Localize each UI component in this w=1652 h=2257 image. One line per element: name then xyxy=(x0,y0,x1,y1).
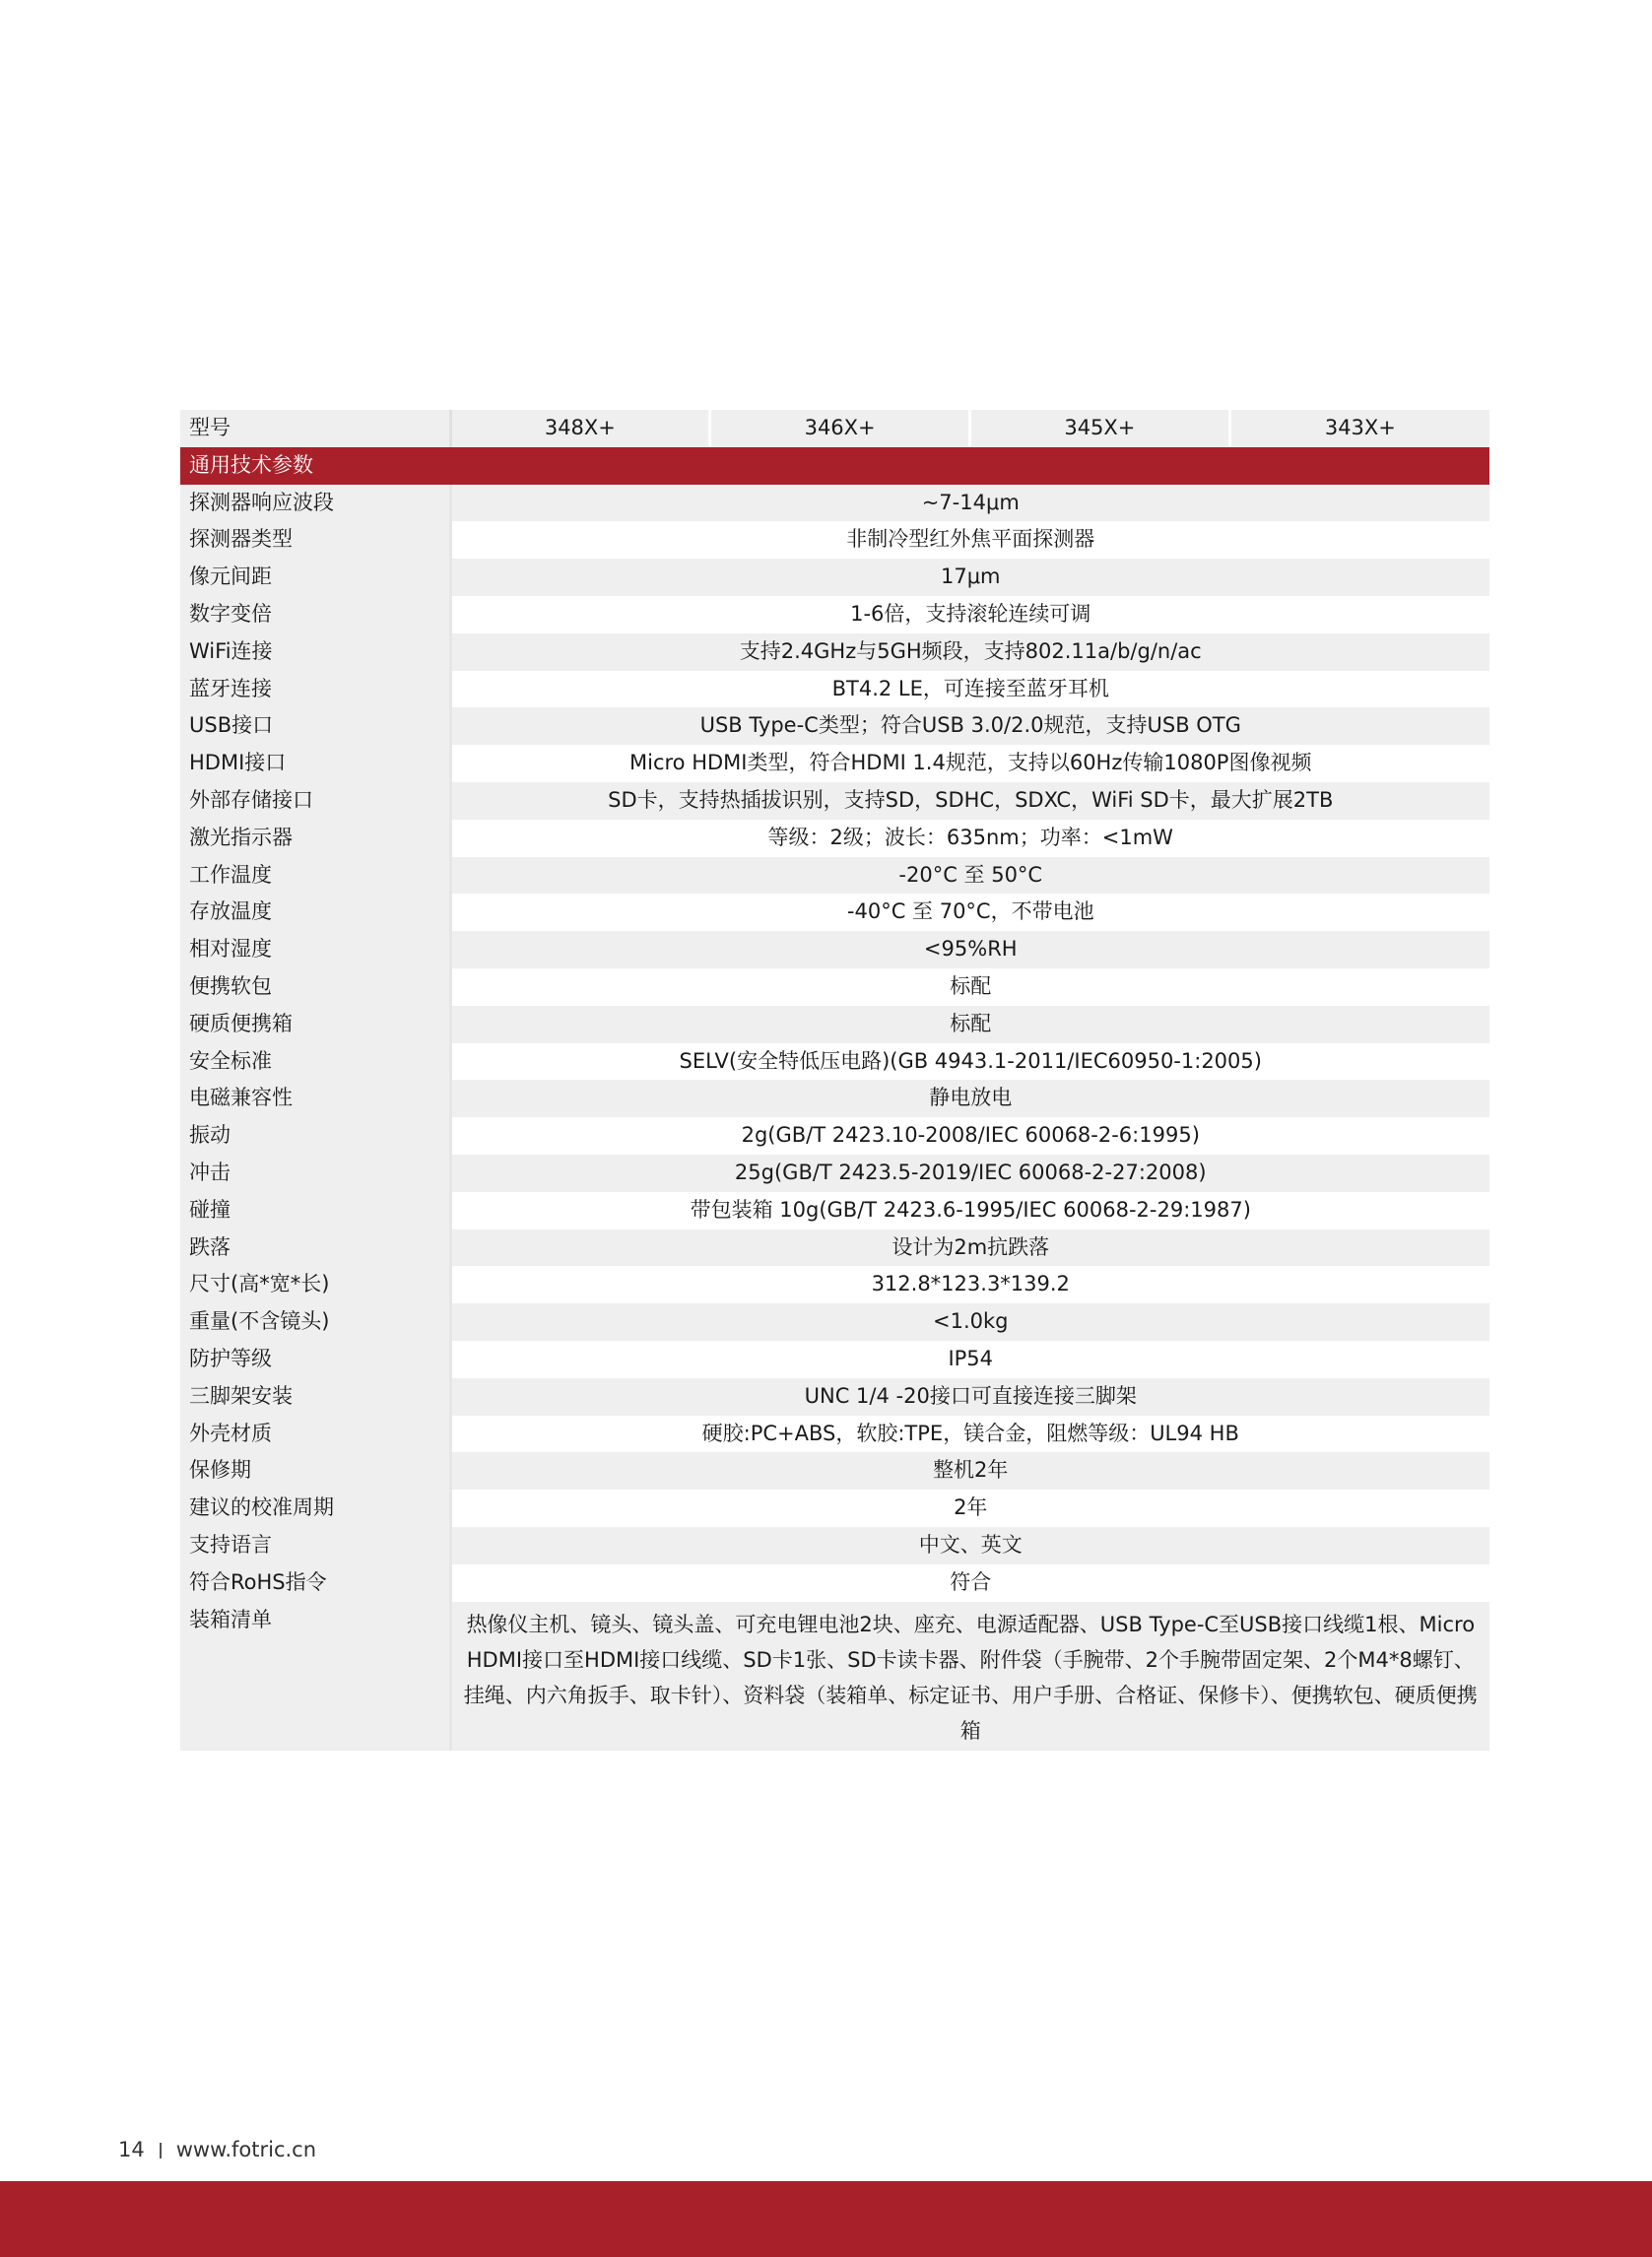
spec-value: -20°C 至 50°C xyxy=(450,857,1489,895)
spec-label: 冲击 xyxy=(180,1155,450,1192)
spec-value: IP54 xyxy=(450,1341,1489,1378)
spec-row xyxy=(180,1006,1489,1043)
spec-value: 标配 xyxy=(450,1006,1489,1043)
model-346x: 346X+ xyxy=(710,410,970,447)
spec-row xyxy=(180,782,1489,820)
model-343x: 343X+ xyxy=(1229,410,1489,447)
spec-label: 装箱清单 xyxy=(180,1602,450,1751)
spec-value: 非制冷型红外焦平面探测器 xyxy=(450,521,1489,559)
model-header-row xyxy=(180,410,1489,447)
spec-label: 外壳材质 xyxy=(180,1416,450,1453)
spec-value: 整机2年 xyxy=(450,1452,1489,1490)
spec-row xyxy=(180,1266,1489,1303)
spec-label: 数字变倍 xyxy=(180,596,450,633)
spec-row xyxy=(180,671,1489,708)
spec-label: 蓝牙连接 xyxy=(180,671,450,708)
spec-value: <1.0kg xyxy=(450,1303,1489,1341)
spec-row xyxy=(180,968,1489,1006)
spec-table xyxy=(180,410,1489,1751)
spec-value: 硬胶:PC+ABS，软胶:TPE，镁合金，阻燃等级：UL94 HB xyxy=(450,1416,1489,1453)
spec-row xyxy=(180,1192,1489,1229)
spec-value: 2g(GB/T 2423.10-2008/IEC 60068-2-6:1995) xyxy=(450,1117,1489,1155)
spec-row xyxy=(180,1117,1489,1155)
spec-label: 硬质便携箱 xyxy=(180,1006,450,1043)
spec-row xyxy=(180,633,1489,671)
spec-value: Micro HDMI类型，符合HDMI 1.4规范，支持以60Hz传输1080P图像视频 xyxy=(450,745,1489,782)
spec-label: 探测器类型 xyxy=(180,521,450,559)
spec-value: 符合 xyxy=(450,1564,1489,1602)
spec-row xyxy=(180,1155,1489,1192)
spec-row xyxy=(180,707,1489,745)
spec-label: 防护等级 xyxy=(180,1341,450,1378)
spec-row xyxy=(180,820,1489,857)
spec-row xyxy=(180,894,1489,931)
spec-row xyxy=(180,1490,1489,1527)
spec-value: SELV(安全特低压电路)(GB 4943.1-2011/IEC60950-1:2005) xyxy=(450,1043,1489,1081)
spec-value: 标配 xyxy=(450,968,1489,1006)
spec-label: 激光指示器 xyxy=(180,820,450,857)
spec-value: 热像仪主机、镜头、镜头盖、可充电锂电池2块、座充、电源适配器、USB Type-C至USB接口线缆1根、Micro HDMI接口至HDMI接口线缆、SD卡1张、SD卡读卡器、附件袋（手腕带、2个手腕带固定架、2个M4*8螺钉、挂绳、内六角扳手、取卡针）、资料袋（装箱单、标定证书、用户手册、合格证、保修卡）、便携软包、硬质便携箱 xyxy=(450,1602,1489,1751)
section-title: 通用技术参数 xyxy=(180,447,1489,485)
spec-label: 安全标准 xyxy=(180,1043,450,1081)
spec-label: 像元间距 xyxy=(180,559,450,596)
spec-value: 1-6倍，支持滚轮连续可调 xyxy=(450,596,1489,633)
spec-row xyxy=(180,1080,1489,1117)
model-345x: 345X+ xyxy=(970,410,1230,447)
spec-label: 符合RoHS指令 xyxy=(180,1564,450,1602)
spec-label: 重量(不含镜头) xyxy=(180,1303,450,1341)
spec-value: 2年 xyxy=(450,1490,1489,1527)
spec-row xyxy=(180,1229,1489,1267)
model-348x: 348X+ xyxy=(450,410,710,447)
spec-row xyxy=(180,857,1489,895)
spec-value: 等级：2级；波长：635nm；功率：<1mW xyxy=(450,820,1489,857)
spec-value: 静电放电 xyxy=(450,1080,1489,1117)
spec-label: 尺寸(高*宽*长) xyxy=(180,1266,450,1303)
spec-value: BT4.2 LE，可连接至蓝牙耳机 xyxy=(450,671,1489,708)
spec-label: 振动 xyxy=(180,1117,450,1155)
spec-row xyxy=(180,1452,1489,1490)
spec-value: -40°C 至 70°C，不带电池 xyxy=(450,894,1489,931)
model-header-label: 型号 xyxy=(180,410,450,447)
spec-value: 支持2.4GHz与5GH频段，支持802.11a/b/g/n/ac xyxy=(450,633,1489,671)
footer-accent-bar xyxy=(0,2181,1652,2257)
spec-label: HDMI接口 xyxy=(180,745,450,782)
spec-row xyxy=(180,596,1489,633)
spec-value: UNC 1/4 -20接口可直接连接三脚架 xyxy=(450,1378,1489,1416)
footer-divider xyxy=(160,2143,162,2158)
spec-label: 碰撞 xyxy=(180,1192,450,1229)
spec-label: 保修期 xyxy=(180,1452,450,1490)
spec-label: 三脚架安装 xyxy=(180,1378,450,1416)
spec-row xyxy=(180,1341,1489,1378)
section-header-row xyxy=(180,447,1489,485)
spec-row xyxy=(180,1303,1489,1341)
spec-value: ~7-14μm xyxy=(450,485,1489,522)
spec-row xyxy=(180,1043,1489,1081)
spec-row xyxy=(180,1564,1489,1602)
spec-label: WiFi连接 xyxy=(180,633,450,671)
spec-row xyxy=(180,559,1489,596)
page-number: 14 xyxy=(118,2138,145,2161)
spec-value: <95%RH xyxy=(450,931,1489,968)
spec-value: 带包装箱 10g(GB/T 2423.6-1995/IEC 60068-2-29:1987) xyxy=(450,1192,1489,1229)
spec-label: 相对湿度 xyxy=(180,931,450,968)
spec-value: SD卡，支持热插拔识别，支持SD，SDHC，SDXC，WiFi SD卡，最大扩展2TB xyxy=(450,782,1489,820)
spec-label: 建议的校准周期 xyxy=(180,1490,450,1527)
spec-row xyxy=(180,521,1489,559)
spec-label: 外部存储接口 xyxy=(180,782,450,820)
spec-value: USB Type-C类型；符合USB 3.0/2.0规范，支持USB OTG xyxy=(450,707,1489,745)
spec-label: 便携软包 xyxy=(180,968,450,1006)
spec-row xyxy=(180,485,1489,522)
website-link[interactable]: www.fotric.cn xyxy=(175,2138,317,2161)
spec-row xyxy=(180,1602,1489,1751)
spec-row xyxy=(180,745,1489,782)
spec-label: 探测器响应波段 xyxy=(180,485,450,522)
spec-label: 存放温度 xyxy=(180,894,450,931)
spec-row xyxy=(180,1378,1489,1416)
spec-value: 25g(GB/T 2423.5-2019/IEC 60068-2-27:2008) xyxy=(450,1155,1489,1192)
spec-value: 设计为2m抗跌落 xyxy=(450,1229,1489,1267)
spec-value: 312.8*123.3*139.2 xyxy=(450,1266,1489,1303)
spec-row xyxy=(180,1416,1489,1453)
spec-value: 中文、英文 xyxy=(450,1527,1489,1564)
spec-label: 电磁兼容性 xyxy=(180,1080,450,1117)
spec-value: 17μm xyxy=(450,559,1489,596)
spec-label: 支持语言 xyxy=(180,1527,450,1564)
spec-label: USB接口 xyxy=(180,707,450,745)
spec-label: 工作温度 xyxy=(180,857,450,895)
spec-row xyxy=(180,1527,1489,1564)
spec-label: 跌落 xyxy=(180,1229,450,1267)
page-footer xyxy=(118,2138,316,2161)
spec-row xyxy=(180,931,1489,968)
